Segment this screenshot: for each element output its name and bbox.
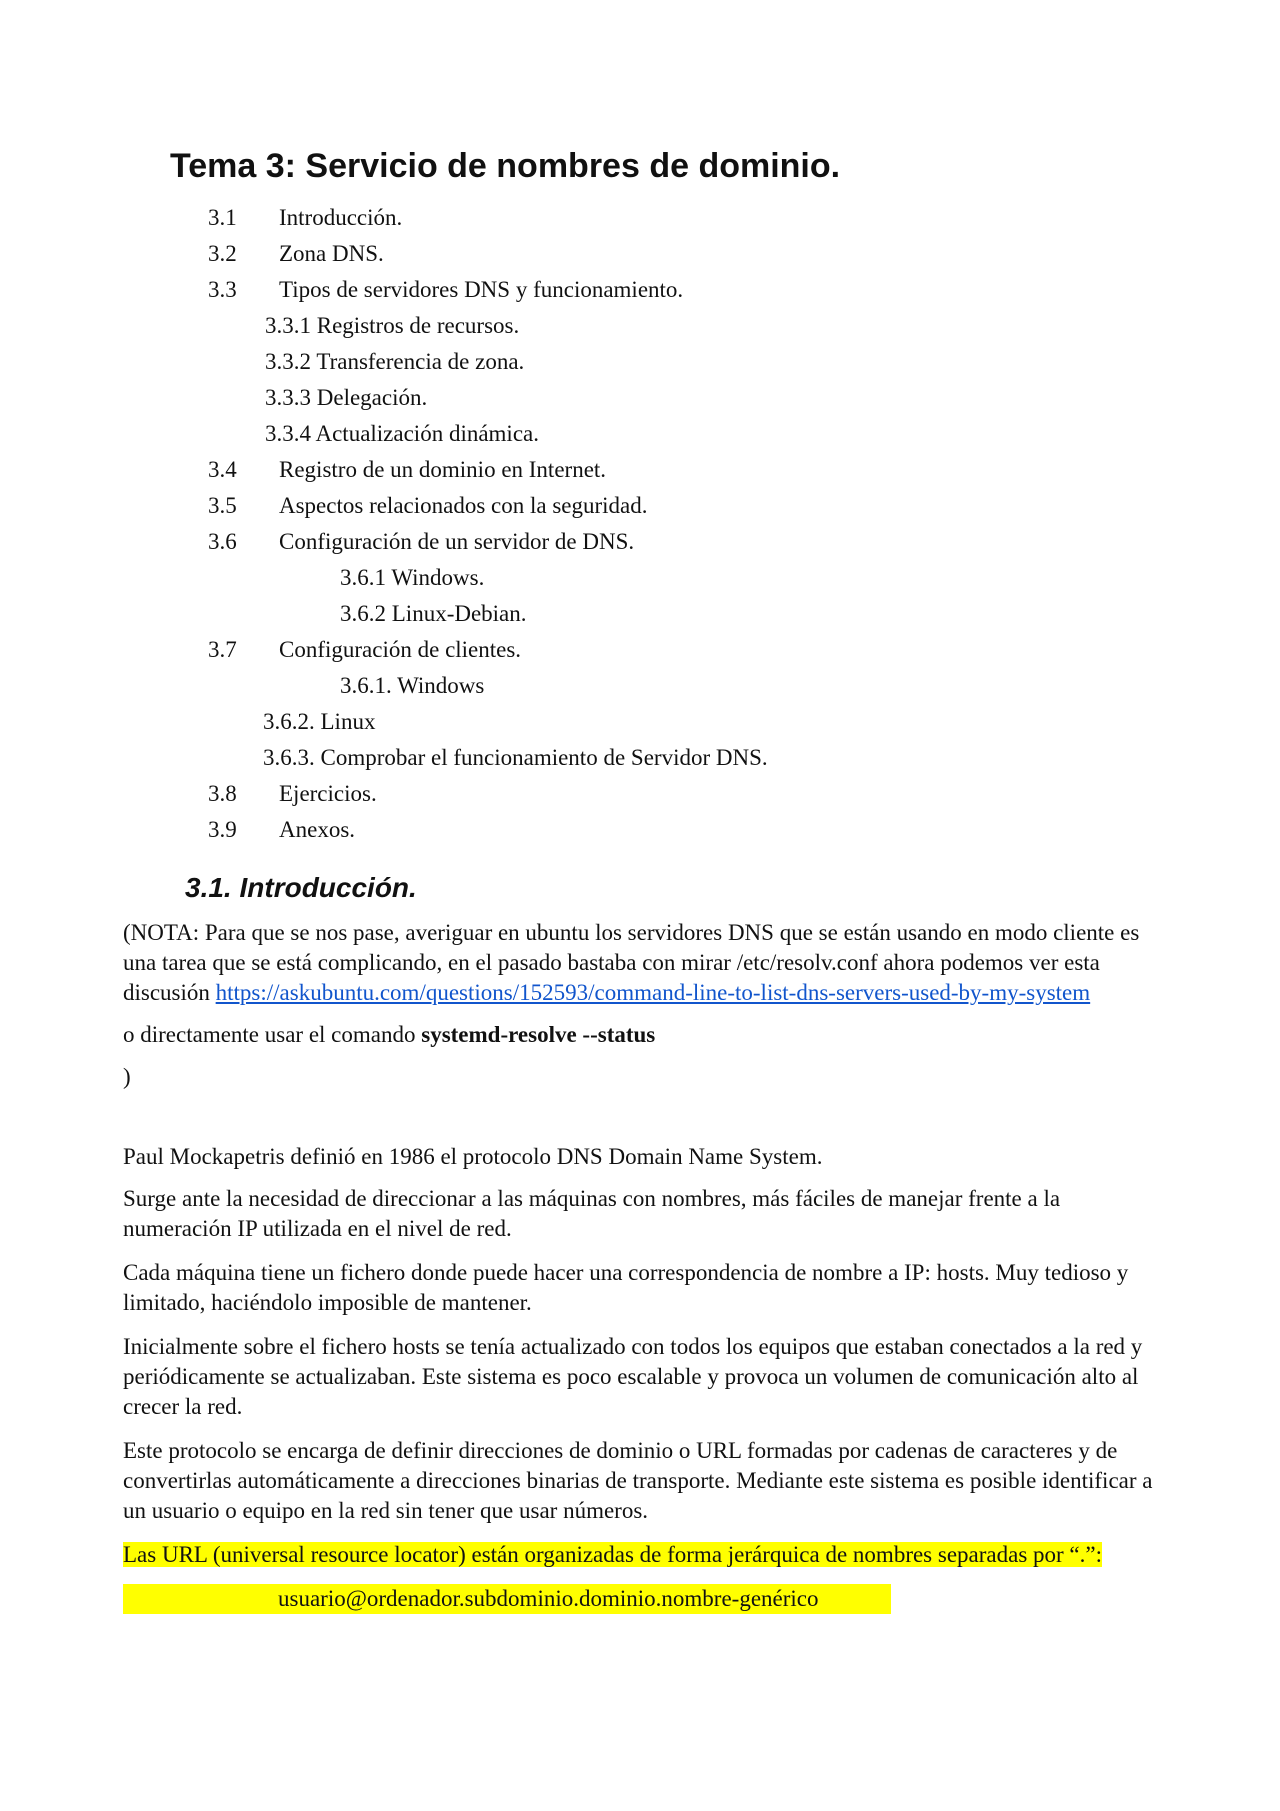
toc-label: 3.6.3. Comprobar el funcionamiento de Servidor DNS.: [263, 745, 768, 770]
body-paragraph: Paul Mockapetris definió en 1986 el protocolo DNS Domain Name System.: [123, 1144, 823, 1169]
command-text: systemd-resolve --status: [421, 1022, 656, 1047]
toc-label: Configuración de un servidor de DNS.: [279, 529, 635, 554]
highlighted-paragraph: [123, 1540, 1173, 1570]
toc-number: 3.7: [208, 637, 237, 662]
toc-item-3-4[interactable]: [0, 452, 1280, 488]
toc-label: 3.6.2. Linux: [263, 709, 376, 734]
toc-item-3-5[interactable]: [0, 488, 1280, 524]
toc-label: 3.6.1 Windows.: [340, 565, 485, 590]
toc-label: Anexos.: [279, 817, 356, 842]
body-paragraph: Este protocolo se encarga de definir direcciones de dominio o URL formadas por cadenas de caracteres y de convertirlas automáticamente a direcciones binarias de transporte. Mediante este sistema es posible identificar a un usuario o equipo en la red sin tener que usar números.: [123, 1438, 1153, 1523]
toc-label: Registro de un dominio en Internet.: [279, 457, 607, 482]
toc-label: 3.3.2 Transferencia de zona.: [265, 349, 525, 374]
body-content: [123, 918, 1173, 1614]
toc-item-3-9[interactable]: [0, 812, 1280, 848]
toc-item-3-7-comprobar[interactable]: [0, 740, 1280, 776]
command-prefix: o directamente usar el comando: [123, 1022, 422, 1047]
toc-item-3-7[interactable]: [0, 632, 1280, 668]
toc-item-3-3-2[interactable]: [0, 344, 1280, 380]
toc-item-3-6-1[interactable]: [0, 560, 1280, 596]
url-example: usuario@ordenador.subdominio.dominio.nombre-genérico: [123, 1584, 891, 1614]
toc-item-3-6-2[interactable]: [0, 596, 1280, 632]
note-close: ): [123, 1064, 131, 1089]
toc-item-3-6[interactable]: [0, 524, 1280, 560]
page-title: Tema 3: Servicio de nombres de dominio.: [170, 147, 841, 185]
toc-item-3-7-windows[interactable]: [0, 668, 1280, 704]
toc-item-3-1[interactable]: [0, 200, 1280, 236]
toc-item-3-3[interactable]: [0, 272, 1280, 308]
toc-number: 3.4: [208, 457, 237, 482]
command-paragraph: [123, 1020, 1173, 1050]
toc-item-3-3-3[interactable]: [0, 380, 1280, 416]
toc-label: Introducción.: [279, 205, 403, 230]
toc-item-3-3-4[interactable]: [0, 416, 1280, 452]
toc-label: 3.6.1. Windows: [340, 673, 485, 698]
note-text: (NOTA: Para que se nos pase, averiguar en ubuntu los servidores DNS que se están usando en modo cliente es una tarea que se está complicando, en el pasado bastaba con mirar /etc/resolv.conf ahora podemos ver esta discusión: [123, 920, 1140, 1005]
toc-item-3-7-linux[interactable]: [0, 704, 1280, 740]
toc-item-3-8[interactable]: [0, 776, 1280, 812]
toc-number: 3.2: [208, 241, 237, 266]
note-paragraph: [123, 918, 1173, 1008]
body-paragraph: Cada máquina tiene un fichero donde puede hacer una correspondencia de nombre a IP: hosts. Muy tedioso y limitado, haciéndolo imposible de mantener.: [123, 1260, 1129, 1315]
toc-label: Tipos de servidores DNS y funcionamiento.: [279, 277, 684, 302]
toc-label: Zona DNS.: [279, 241, 384, 266]
toc-number: 3.9: [208, 817, 237, 842]
toc-label: 3.3.1 Registros de recursos.: [265, 313, 520, 338]
toc-label: 3.3.3 Delegación.: [265, 385, 428, 410]
body-paragraph: Surge ante la necesidad de direccionar a las máquinas con nombres, más fáciles de manejar frente a la numeración IP utilizada en el nivel de red.: [123, 1186, 1061, 1241]
askubuntu-link[interactable]: https://askubuntu.com/questions/152593/command-line-to-list-dns-servers-used-by-my-system: [215, 980, 1091, 1005]
table-of-contents: [0, 200, 1280, 848]
toc-number: 3.3: [208, 277, 237, 302]
toc-label: Ejercicios.: [279, 781, 377, 806]
toc-item-3-3-1[interactable]: [0, 308, 1280, 344]
toc-number: 3.1: [208, 205, 237, 230]
toc-number: 3.8: [208, 781, 237, 806]
section-heading: 3.1. Introducción.: [185, 872, 417, 903]
toc-number: 3.5: [208, 493, 237, 518]
toc-label: 3.3.4 Actualización dinámica.: [265, 421, 539, 446]
toc-label: 3.6.2 Linux-Debian.: [340, 601, 527, 626]
toc-number: 3.6: [208, 529, 237, 554]
highlighted-text: Las URL (universal resource locator) están organizadas de forma jerárquica de nombres separadas por “.”:: [123, 1542, 1102, 1567]
toc-label: Aspectos relacionados con la seguridad.: [279, 493, 648, 518]
body-paragraph: Inicialmente sobre el fichero hosts se tenía actualizado con todos los equipos que estaban conectados a la red y periódicamente se actualizaban. Este sistema es poco escalable y provoca un volumen de comunicación alto al crecer la red.: [123, 1334, 1143, 1419]
highlighted-example-line: [123, 1584, 1173, 1614]
toc-item-3-2[interactable]: [0, 236, 1280, 272]
toc-label: Configuración de clientes.: [279, 637, 522, 662]
